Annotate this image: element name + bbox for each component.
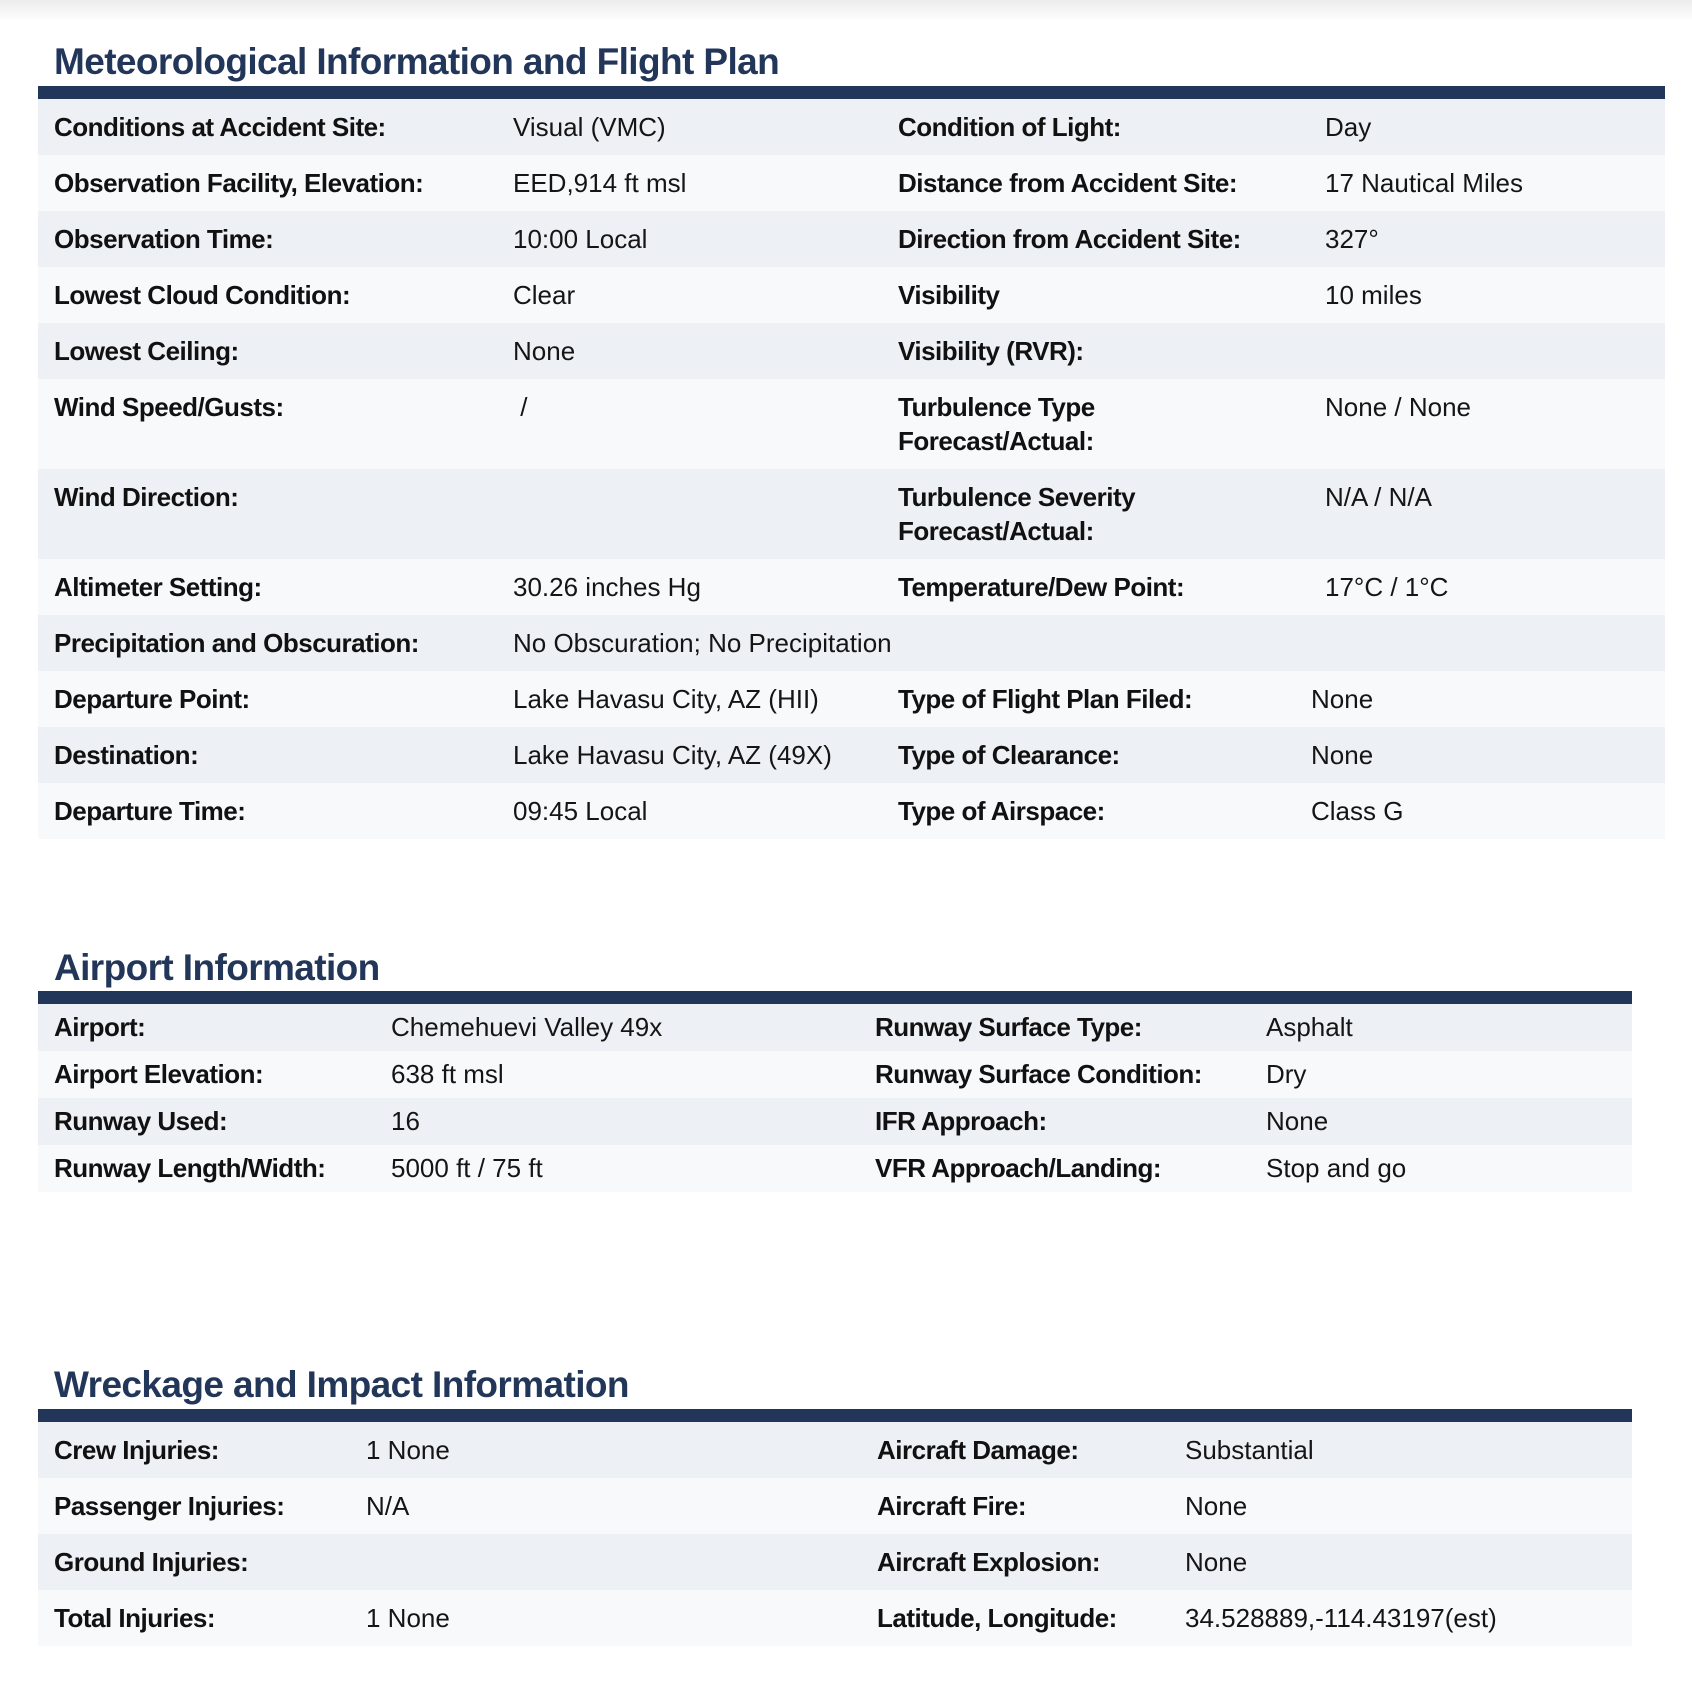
field-label: Crew Injuries: [54,1435,219,1465]
field-label: Passenger Injuries: [54,1491,285,1521]
field-label: Wind Direction: [54,482,239,512]
field-label: Runway Surface Type: [875,1012,1142,1042]
field-label: Temperature/Dew Point: [898,572,1185,602]
field-label: Runway Used: [54,1106,228,1136]
field-value: 10:00 Local [513,224,648,254]
field-label: Type of Airspace: [898,796,1105,826]
field-label: Lowest Ceiling: [54,336,239,366]
field-value: 327° [1325,224,1379,254]
table-row [38,1051,1632,1098]
field-label [898,390,1095,458]
field-label: Type of Clearance: [898,740,1120,770]
field-label: Ground Injuries: [54,1547,249,1577]
field-label-line: Turbulence Severity [898,482,1136,512]
table-row [38,155,1665,211]
field-label: Type of Flight Plan Filed: [898,684,1193,714]
section-title: Meteorological Information and Flight Plan [54,41,780,82]
field-label: Lowest Cloud Condition: [54,280,351,310]
field-label-line: Forecast/Actual: [898,426,1094,456]
field-value: 30.26 inches Hg [513,572,701,602]
field-value: Visual (VMC) [513,112,666,142]
field-label: Wind Speed/Gusts: [54,392,284,422]
table-row [38,1422,1632,1478]
airport-section [38,946,1632,1192]
field-value: 09:45 Local [513,796,648,826]
field-label: Airport: [54,1012,146,1042]
table-row [38,1478,1632,1534]
field-value: None [1311,684,1374,714]
field-value: Clear [513,280,576,310]
field-label: Condition of Light: [898,112,1121,142]
field-value: 1 None [366,1603,450,1633]
table-row [38,1590,1632,1646]
field-label: Observation Facility, Elevation: [54,168,424,198]
field-label: Latitude, Longitude: [877,1603,1117,1633]
field-label: Direction from Accident Site: [898,224,1241,254]
field-value: / [513,392,528,422]
field-value: 10 miles [1325,280,1422,310]
table-row [38,267,1665,323]
table-row [38,469,1665,559]
table-row [38,99,1665,155]
field-label-line: Turbulence Type [898,392,1095,422]
field-label: Aircraft Damage: [877,1435,1079,1465]
field-value: None [1185,1547,1248,1577]
field-label: IFR Approach: [875,1106,1047,1136]
field-label: VFR Approach/Landing: [875,1153,1162,1183]
section-divider [38,1409,1632,1422]
field-value: 17 Nautical Miles [1325,168,1523,198]
top-shadow [0,0,1692,22]
field-value: Lake Havasu City, AZ (49X) [513,740,832,770]
field-value: Chemehuevi Valley 49x [391,1012,663,1042]
field-label: Departure Time: [54,796,246,826]
field-value: None [1311,740,1374,770]
table-row [38,379,1665,469]
field-value: None / None [1325,392,1471,422]
field-value: None [1185,1491,1248,1521]
field-value: Dry [1266,1059,1307,1089]
table-row [38,783,1665,839]
field-label: Departure Point: [54,684,250,714]
field-value: Stop and go [1266,1153,1407,1183]
field-value: N/A [366,1491,410,1521]
field-label: Runway Length/Width: [54,1153,326,1183]
field-label: Total Injuries: [54,1603,216,1633]
table-row [38,727,1665,783]
table-row [38,1098,1632,1145]
field-label: Destination: [54,740,199,770]
field-label: Aircraft Explosion: [877,1547,1101,1577]
field-label: Altimeter Setting: [54,572,262,602]
wreckage-section [38,1363,1632,1646]
field-value: N/A / N/A [1325,482,1432,512]
section-title: Airport Information [54,947,380,988]
field-value: 5000 ft / 75 ft [391,1153,543,1183]
field-label: Precipitation and Obscuration: [54,628,419,658]
field-label: Observation Time: [54,224,274,254]
table-row [38,323,1665,379]
field-value: 34.528889,-114.43197(est) [1185,1603,1497,1633]
field-label: Visibility [898,280,1000,310]
field-label: Conditions at Accident Site: [54,112,386,142]
field-label-line: Forecast/Actual: [898,516,1094,546]
table-row [38,671,1665,727]
field-value: Substantial [1185,1435,1314,1465]
section-divider [38,991,1632,1004]
table-row [38,1534,1632,1590]
field-value: 16 [391,1106,420,1136]
field-value: Class G [1311,796,1404,826]
field-label: Aircraft Fire: [877,1491,1027,1521]
field-label: Distance from Accident Site: [898,168,1238,198]
field-value: None [513,336,576,366]
table-row [38,615,1665,671]
field-label: Airport Elevation: [54,1059,264,1089]
field-value: Day [1325,112,1372,142]
table-row [38,559,1665,615]
field-label: Runway Surface Condition: [875,1059,1202,1089]
section-title: Wreckage and Impact Information [54,1364,629,1405]
field-value: EED,914 ft msl [513,168,687,198]
table-row [38,1145,1632,1192]
section-divider [38,86,1665,99]
meteorological-section [38,40,1665,839]
field-value: 638 ft msl [391,1059,504,1089]
field-value: 17°C / 1°C [1325,572,1449,602]
field-value: No Obscuration; No Precipitation [513,628,892,658]
field-value: Lake Havasu City, AZ (HII) [513,684,819,714]
field-value: 1 None [366,1435,450,1465]
field-value: None [1266,1106,1329,1136]
table-row [38,211,1665,267]
field-label: Visibility (RVR): [898,336,1084,366]
table-row [38,1004,1632,1051]
field-label [898,480,1135,548]
field-value: Asphalt [1266,1012,1353,1042]
